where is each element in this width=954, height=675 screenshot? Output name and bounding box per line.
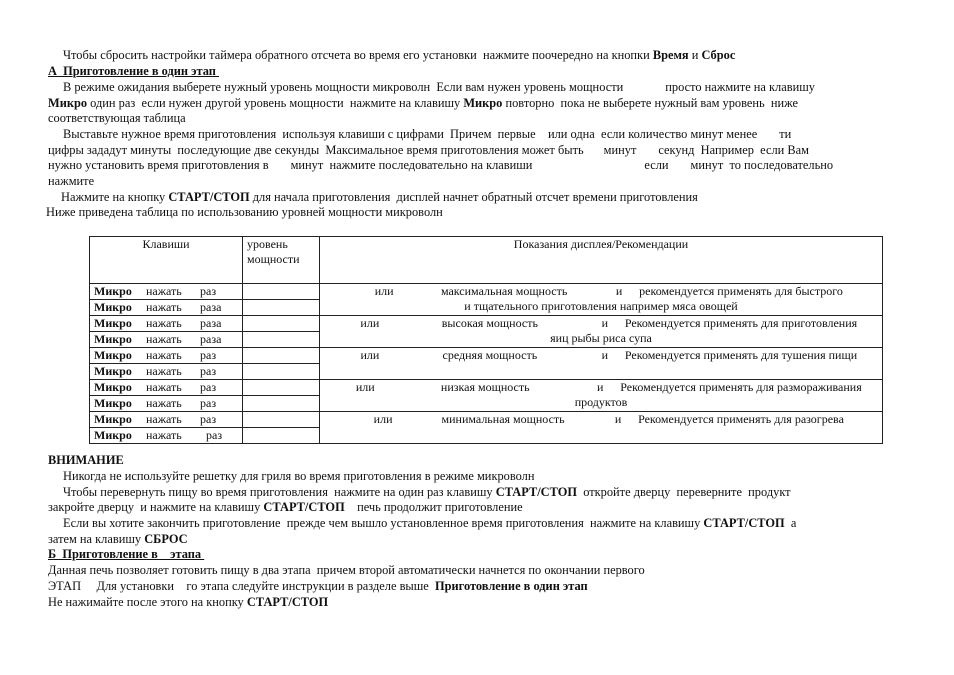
attention-title: ВНИМАНИЕ (48, 453, 124, 467)
header-level-line1: уровень (247, 237, 288, 251)
rec-and: и (614, 412, 622, 426)
rec-and: и (597, 380, 604, 394)
section-b-line1: Данная печь позволяет готовить пищу в два этапа причем второй автоматически начнется по окончании первого (48, 563, 645, 577)
attention-line4 (63, 516, 796, 531)
rec-or: или (374, 284, 394, 298)
key-micro-label: Микро (94, 396, 132, 410)
rec-level: минимальная мощность (441, 412, 565, 426)
p2-l2-text-b: минут (603, 143, 637, 157)
cell-level (243, 316, 320, 332)
key-start-stop-2: СТАРТ/СТОП (495, 485, 577, 499)
cell-key (90, 316, 243, 332)
p2-l3-text-d: минут то последовательно (690, 158, 834, 172)
cell-level (243, 332, 320, 348)
key-press-label: нажать (146, 380, 182, 394)
section-a-p2-line2 (48, 143, 809, 158)
p3-text-a: Нажмите на кнопку (61, 190, 169, 204)
p2-l3-text-a: нужно установить время приготовления в (48, 158, 269, 172)
att-l2-text-a: Чтобы перевернуть пищу во время приготовления нажмите на один раз клавишу (63, 485, 496, 499)
cell-level (243, 348, 320, 364)
cell-level (243, 396, 320, 412)
key-micro-label: Микро (94, 316, 132, 330)
p2-l2-text-c: секунд Например если Вам (658, 143, 809, 157)
p1-l2-text-b: повторно пока не выберете нужный вам уровень ниже (502, 96, 799, 110)
header-level-line2: мощности (247, 252, 300, 266)
key-press-label: нажать (146, 396, 182, 410)
attention-line5 (48, 532, 188, 547)
cell-key (90, 284, 243, 300)
p2-l3-text-b: минут нажмите последовательно на клавиши (290, 158, 533, 172)
key-count-label: раз (200, 412, 217, 426)
rec-or: или (373, 412, 393, 426)
rec-and: и (615, 284, 623, 298)
cell-level (243, 284, 320, 300)
intro-line (63, 48, 735, 63)
p2-l3-text-c: если (644, 158, 669, 172)
power-level-table (89, 236, 883, 444)
section-a-p2-line3 (48, 158, 833, 173)
key-press-label: нажать (146, 332, 182, 346)
section-a-p1-line3: соответствующая таблица (48, 111, 186, 125)
p2-l1-text-a: Выставьте нужное время приготовления используя клавиши с цифрами Причем первые или одна если количество минут менее (63, 127, 758, 141)
key-reset-label: Сброс (701, 48, 736, 62)
cell-recommendation (320, 284, 883, 316)
table-row (90, 316, 883, 332)
attention-line1: Никогда не используйте решетку для гриля во время приготовления в режиме микроволн (63, 469, 535, 483)
section-a-p1-line2 (48, 96, 798, 111)
cell-key (90, 396, 243, 412)
p1-text-b: просто нажмите на клавишу (665, 80, 815, 94)
key-start-stop-1: СТАРТ/СТОП (168, 190, 250, 204)
key-count-label: раза (200, 316, 222, 330)
key-micro-label: Микро (94, 332, 132, 346)
key-micro-1: Микро (48, 96, 88, 110)
rec-text: Рекомендуется применять для размораживания (620, 380, 862, 394)
cell-key (90, 300, 243, 316)
rec-and: и (601, 316, 609, 330)
key-count-label: раз (200, 284, 217, 298)
att-l5-text-a: затем на клавишу (48, 532, 145, 546)
rec-and: и (601, 348, 609, 362)
key-micro-label: Микро (94, 380, 132, 394)
p1-l2-text-a: один раз если нужен другой уровень мощности нажмите на клавишу (87, 96, 464, 110)
intro-and: и (688, 48, 702, 62)
table-row (90, 380, 883, 396)
section-a-p2-line1 (63, 127, 791, 142)
section-a-p4: Ниже приведена таблица по использованию уровней мощности микроволн (46, 205, 443, 219)
key-reset-2: СБРОС (144, 532, 188, 546)
key-count-label: раз (206, 428, 223, 442)
rec-level: средняя мощность (442, 348, 538, 362)
attention-line2 (63, 485, 791, 500)
key-micro-2: Микро (463, 96, 503, 110)
key-micro-label: Микро (94, 284, 132, 298)
cell-level (243, 412, 320, 428)
rec-or: или (355, 380, 375, 394)
cell-level (243, 364, 320, 380)
att-l2-text-b: откройте дверцу переверните продукт (577, 485, 791, 499)
key-press-label: нажать (146, 284, 182, 298)
key-press-label: нажать (146, 364, 182, 378)
attention-line3 (48, 500, 523, 515)
key-press-label: нажать (146, 316, 182, 330)
key-start-stop-4: СТАРТ/СТОП (703, 516, 785, 530)
header-level (243, 237, 320, 284)
key-count-label: раз (200, 348, 217, 362)
cell-recommendation (320, 348, 883, 380)
rec-continuation: продуктов (574, 395, 628, 409)
rec-level: высокая мощность (441, 316, 538, 330)
key-micro-label: Микро (94, 412, 132, 426)
att-l4-text-a: Если вы хотите закончить приготовление прежде чем вышло установленное время приготовления нажмите на клавишу (63, 516, 704, 530)
rec-text: Рекомендуется применять для тушения пищи (624, 348, 858, 362)
rec-text: рекомендуется применять для быстрого (639, 284, 843, 298)
key-press-label: нажать (146, 348, 182, 362)
sb-l3-text-a: Не нажимайте после этого на кнопку (48, 595, 247, 609)
key-count-label: раз (200, 380, 217, 394)
key-count-label: раза (200, 332, 222, 346)
key-start-stop-3: СТАРТ/СТОП (263, 500, 345, 514)
rec-or: или (360, 348, 380, 362)
rec-text: Рекомендуется применять для приготовления (624, 316, 858, 330)
key-micro-label: Микро (94, 348, 132, 362)
section-b-line2 (48, 579, 588, 594)
cell-recommendation (320, 412, 883, 444)
rec-continuation: и тщательного приготовления например мяса овощей (464, 299, 738, 313)
cell-key (90, 380, 243, 396)
cell-key (90, 364, 243, 380)
cell-key (90, 428, 243, 444)
p3-text-b: для начала приготовления дисплей начнет обратный отсчет времени приготовления (249, 190, 698, 204)
p1-text-a: В режиме ожидания выберете нужный уровень мощности микроволн Если вам нужен уровень мощности (63, 80, 624, 94)
rec-level: низкая мощность (440, 380, 530, 394)
att-l4-text-b: а (784, 516, 797, 530)
rec-or: или (360, 316, 380, 330)
cell-key (90, 348, 243, 364)
key-start-stop-5: СТАРТ/СТОП (246, 595, 329, 609)
cell-recommendation (320, 316, 883, 348)
table-row (90, 412, 883, 428)
header-display: Показания дисплея/Рекомендации (320, 237, 883, 284)
cell-recommendation (320, 380, 883, 412)
section-a-p3 (61, 190, 698, 205)
key-count-label: раз (200, 364, 217, 378)
p2-l1-text-b: ти (779, 127, 792, 141)
key-micro-label: Микро (94, 364, 132, 378)
att-l3-text-b: печь продолжит приготовление (344, 500, 523, 514)
intro-text: Чтобы сбросить настройки таймера обратного отсчета во время его установки нажмите поочередно на кнопки (63, 48, 653, 62)
section-a-p2-line4: нажмите (48, 174, 95, 188)
section-a-title: А Приготовление в один этап (48, 64, 219, 78)
cell-level (243, 428, 320, 444)
cell-key (90, 332, 243, 348)
key-press-label: нажать (146, 300, 182, 314)
cell-key (90, 412, 243, 428)
rec-text: Рекомендуется применять для разогрева (638, 412, 844, 426)
section-b-title: Б Приготовление в этапа (48, 547, 205, 561)
cell-level (243, 300, 320, 316)
key-count-label: раз (200, 396, 217, 410)
table-header-row (90, 237, 883, 284)
key-micro-label: Микро (94, 428, 132, 442)
header-keys: Клавиши (90, 237, 243, 284)
section-a-p1-line1 (63, 80, 815, 95)
key-time-label: Время (652, 48, 689, 62)
sb-l2-key: Приготовление в один этап (434, 579, 588, 593)
table-row (90, 348, 883, 364)
table-row (90, 284, 883, 300)
key-press-label: нажать (146, 412, 182, 426)
section-b-line3 (48, 595, 328, 610)
att-l3-text-a: закройте дверцу и нажмите на клавишу (48, 500, 264, 514)
p2-l2-text-a: цифры зададут минуты последующие две секунды Максимальное время приготовления может быть (48, 143, 584, 157)
key-press-label: нажать (146, 428, 182, 442)
cell-level (243, 380, 320, 396)
rec-continuation: яиц рыбы риса супа (550, 331, 652, 345)
key-count-label: раза (200, 300, 222, 314)
key-micro-label: Микро (94, 300, 132, 314)
sb-l2-text-a: ЭТАП Для установки го этапа следуйте инструкции в разделе выше (48, 579, 435, 593)
rec-level: максимальная мощность (440, 284, 568, 298)
